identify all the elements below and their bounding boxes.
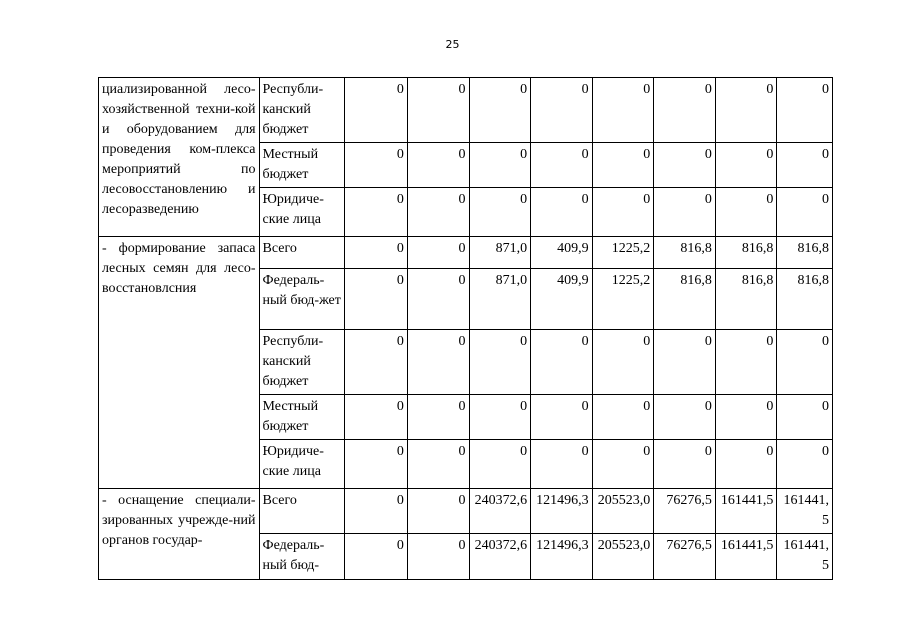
funding-value: 0 bbox=[407, 395, 469, 440]
funding-value: 0 bbox=[715, 188, 777, 237]
funding-value: 409,9 bbox=[531, 237, 593, 269]
funding-value: 816,8 bbox=[777, 237, 833, 269]
funding-value: 0 bbox=[654, 395, 716, 440]
funding-value: 0 bbox=[531, 330, 593, 395]
funding-value: 0 bbox=[469, 395, 531, 440]
funding-value: 0 bbox=[345, 188, 408, 237]
funding-value: 0 bbox=[592, 188, 654, 237]
funding-value: 0 bbox=[345, 143, 408, 188]
funding-value: 871,0 bbox=[469, 237, 531, 269]
funding-source: Республи-канский бюджет bbox=[259, 78, 345, 143]
funding-value: 0 bbox=[777, 440, 833, 489]
funding-value: 0 bbox=[345, 489, 408, 534]
funding-source: Федераль-ный бюд- bbox=[259, 534, 345, 580]
funding-value: 161441,5 bbox=[777, 534, 833, 580]
funding-source: Местный бюджет bbox=[259, 143, 345, 188]
funding-value: 0 bbox=[407, 269, 469, 330]
funding-value: 871,0 bbox=[469, 269, 531, 330]
funding-value: 205523,0 bbox=[592, 489, 654, 534]
funding-value: 409,9 bbox=[531, 269, 593, 330]
funding-value: 0 bbox=[407, 330, 469, 395]
funding-value: 0 bbox=[407, 78, 469, 143]
funding-value: 0 bbox=[531, 143, 593, 188]
funding-source: Юридиче-ские лица bbox=[259, 188, 345, 237]
activity-description: - оснащение специали-зированных учрежде-ний органов государ- bbox=[99, 489, 260, 580]
funding-value: 240372,6 bbox=[469, 489, 531, 534]
funding-source: Всего bbox=[259, 489, 345, 534]
funding-value: 161441,5 bbox=[715, 534, 777, 580]
funding-value: 205523,0 bbox=[592, 534, 654, 580]
funding-source: Федераль-ный бюд-жет bbox=[259, 269, 345, 330]
funding-value: 0 bbox=[777, 188, 833, 237]
funding-value: 0 bbox=[592, 330, 654, 395]
funding-value: 816,8 bbox=[777, 269, 833, 330]
funding-value: 240372,6 bbox=[469, 534, 531, 580]
funding-value: 0 bbox=[592, 78, 654, 143]
funding-value: 0 bbox=[469, 143, 531, 188]
page-number: 25 bbox=[445, 38, 460, 51]
table-row bbox=[99, 489, 833, 534]
budget-table-body bbox=[99, 78, 833, 580]
funding-source: Местный бюджет bbox=[259, 395, 345, 440]
funding-value: 161441,5 bbox=[777, 489, 833, 534]
funding-value: 0 bbox=[654, 330, 716, 395]
funding-value: 161441,5 bbox=[715, 489, 777, 534]
funding-value: 816,8 bbox=[715, 237, 777, 269]
funding-value: 0 bbox=[654, 78, 716, 143]
funding-value: 0 bbox=[407, 489, 469, 534]
funding-value: 0 bbox=[531, 440, 593, 489]
funding-value: 0 bbox=[715, 78, 777, 143]
funding-value: 0 bbox=[592, 440, 654, 489]
funding-value: 816,8 bbox=[715, 269, 777, 330]
funding-value: 0 bbox=[777, 78, 833, 143]
funding-value: 0 bbox=[715, 440, 777, 489]
funding-value: 0 bbox=[407, 143, 469, 188]
funding-value: 816,8 bbox=[654, 237, 716, 269]
funding-value: 0 bbox=[715, 395, 777, 440]
funding-value: 0 bbox=[592, 143, 654, 188]
funding-value: 0 bbox=[407, 237, 469, 269]
funding-value: 76276,5 bbox=[654, 489, 716, 534]
funding-value: 0 bbox=[345, 237, 408, 269]
funding-value: 0 bbox=[654, 440, 716, 489]
activity-description: - формирование запаса лесных семян для лесо-восстановлсния bbox=[99, 237, 260, 489]
funding-value: 0 bbox=[469, 330, 531, 395]
funding-value: 0 bbox=[345, 269, 408, 330]
table-row bbox=[99, 78, 833, 143]
funding-value: 0 bbox=[469, 188, 531, 237]
funding-value: 0 bbox=[407, 534, 469, 580]
funding-value: 0 bbox=[715, 330, 777, 395]
table-row bbox=[99, 237, 833, 269]
funding-source: Юридиче-ские лица bbox=[259, 440, 345, 489]
funding-value: 0 bbox=[531, 188, 593, 237]
funding-source: Республи-канский бюджет bbox=[259, 330, 345, 395]
funding-value: 0 bbox=[345, 440, 408, 489]
funding-value: 0 bbox=[777, 330, 833, 395]
funding-value: 0 bbox=[469, 440, 531, 489]
funding-value: 121496,3 bbox=[531, 534, 593, 580]
funding-value: 76276,5 bbox=[654, 534, 716, 580]
budget-table bbox=[98, 77, 833, 580]
funding-value: 121496,3 bbox=[531, 489, 593, 534]
funding-value: 0 bbox=[469, 78, 531, 143]
funding-value: 0 bbox=[345, 395, 408, 440]
activity-description: циализированной лесо-хозяйственной техни-кой и оборудованием для проведения ком-плекса мероприятий по лесовосстановлению и лесоразведению bbox=[99, 78, 260, 237]
funding-value: 816,8 bbox=[654, 269, 716, 330]
funding-value: 0 bbox=[715, 143, 777, 188]
funding-value: 0 bbox=[777, 143, 833, 188]
funding-value: 1225,2 bbox=[592, 269, 654, 330]
funding-value: 0 bbox=[345, 78, 408, 143]
funding-value: 0 bbox=[531, 395, 593, 440]
funding-value: 0 bbox=[407, 188, 469, 237]
funding-value: 0 bbox=[777, 395, 833, 440]
funding-value: 0 bbox=[345, 534, 408, 580]
funding-value: 0 bbox=[407, 440, 469, 489]
funding-value: 1225,2 bbox=[592, 237, 654, 269]
funding-source: Всего bbox=[259, 237, 345, 269]
funding-value: 0 bbox=[654, 143, 716, 188]
funding-value: 0 bbox=[592, 395, 654, 440]
funding-value: 0 bbox=[654, 188, 716, 237]
funding-value: 0 bbox=[345, 330, 408, 395]
funding-value: 0 bbox=[531, 78, 593, 143]
